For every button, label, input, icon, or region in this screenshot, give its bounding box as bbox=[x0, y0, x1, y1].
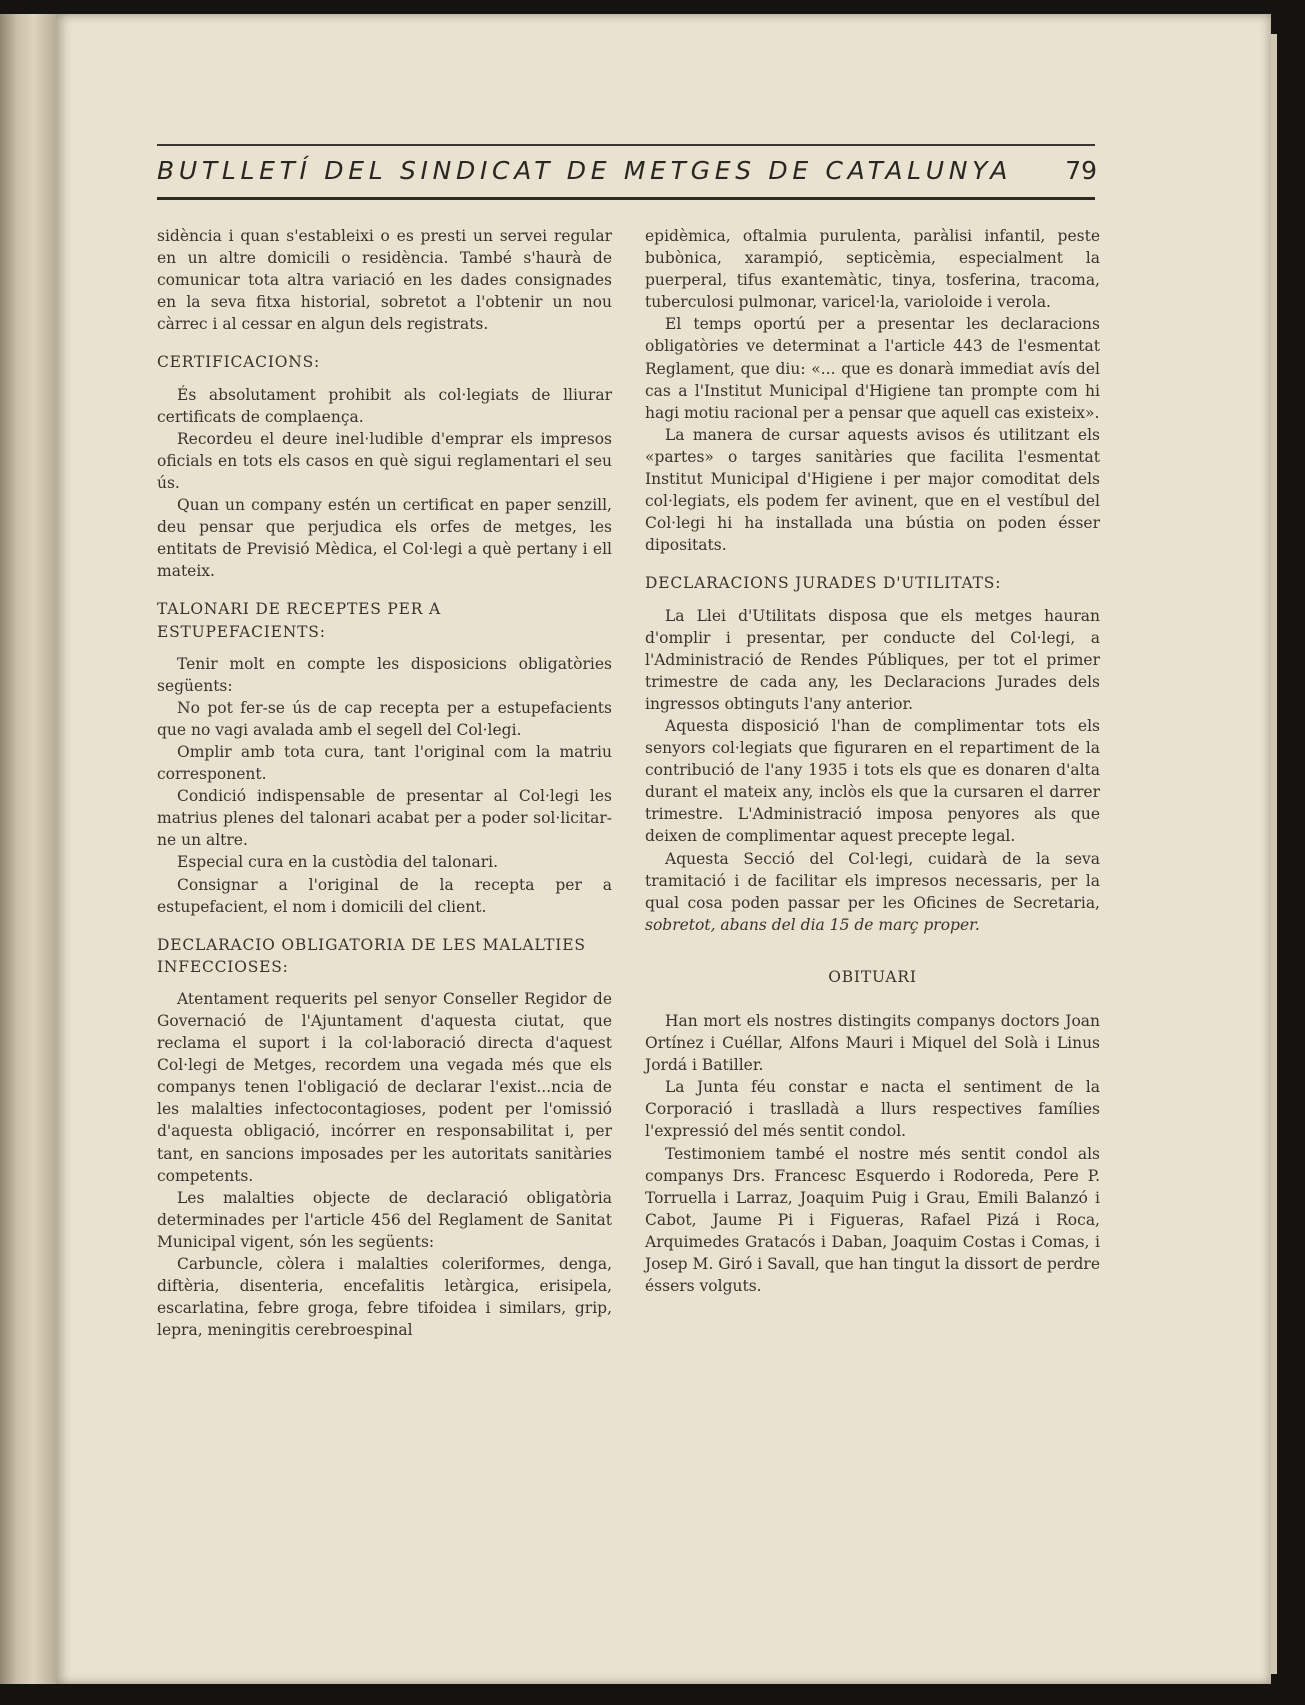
paragraph: La Junta féu constar e nacta el sentiment de la Corporació i traslladà a llurs respectives famílies l'expressió del més sentit condol. bbox=[645, 1078, 1100, 1141]
paragraph: La manera de cursar aquests avisos és utilitzant els «partes» o targes sanitàries que facilita l'esmentat Institut Municipal d'Higiene i per major comoditat dels col·legiats, els podem fer avinent, que en el vestíbul del Col·legi hi ha installada una bústia on poden ésser dipositats. bbox=[645, 425, 1100, 555]
paragraph: Les malalties objecte de declaració obligatòria determinades per l'article 456 del Reglament de Sanitat Municipal vigent, són les següents: bbox=[157, 1188, 612, 1251]
section-heading-obituari: OBITUARI bbox=[828, 967, 917, 986]
paragraph: Consignar a l'original de la recepta per a estupefacient, el nom i domicili del client. bbox=[157, 875, 612, 916]
paragraph: epidèmica, oftalmia purulenta, paràlisi infantil, peste bubònica, xarampió, septicèmia, especialment la puerperal, tifus exantemàtic, tinya, tosferina, tracoma, tuberculosi pulmonar, varicel·la, varioloide i verola. bbox=[645, 227, 1100, 312]
paragraph: La Llei d'Utilitats disposa que els metges hauran d'omplir i presentar, per conducte del Col·legi, a l'Administració de Rendes Públiques, per tot el primer trimestre de cada any, les Declaracions Jurades dels ingressos obtinguts l'any anterior. bbox=[645, 606, 1100, 713]
paragraph: Aquesta disposició l'han de complimentar tots els senyors col·legiats que figuraren en el repartiment de la contribució de l'any 1935 i tots els que es donaren d'alta durant el mateix any, inclòs els que la cursaren el darrer trimestre. L'Administració imposa penyores als que deixen de complimentar aquest precepte legal. bbox=[645, 716, 1100, 846]
page-number: 79 bbox=[1065, 156, 1097, 185]
paragraph: Quan un company estén un certificat en paper senzill, deu pensar que perjudica els orfes de metges, les entitats de Previsió Mèdica, el Col·legi a què pertany i ell mateix. bbox=[157, 496, 612, 581]
paragraph: sidència i quan s'estableixi o es presti un servei regular en un altre domicili o residència. També s'haurà de comunicar tota altra variació en les dades consignades en la seva fitxa historial, sobretot a l'obtenir un nou càrrec i al cessar en algun dels registrats. bbox=[157, 227, 612, 334]
paragraph bbox=[645, 848, 1100, 936]
previous-page-edge bbox=[0, 14, 58, 1684]
section-heading-talonari: TALONARI DE RECEPTES PER A ESTUPEFACIENTS: bbox=[157, 600, 441, 641]
emphasized-text: sobretot, abans del dia 15 de març proper. bbox=[645, 915, 980, 934]
paragraph: Carbuncle, còlera i malalties coleriformes, denga, diftèria, disenteria, encefalitis letàrgica, erisipela, escarlatina, febre groga, febre tifoidea i similars, grip, lepra, meningitis cerebroespinal bbox=[157, 1255, 612, 1340]
section-heading-declaracio: DECLARACIO OBLIGATORIA DE LES MALALTIES INFECCIOSES: bbox=[157, 935, 586, 976]
paragraph: Omplir amb tota cura, tant l'original com la matriu corresponent. bbox=[157, 742, 612, 784]
paragraph: És absolutament prohibit als col·legiats de lliurar certificats de complaença. bbox=[157, 385, 612, 426]
paragraph: Tenir molt en compte les disposicions obligatòries següents: bbox=[157, 654, 612, 695]
page-edge-right bbox=[1271, 34, 1277, 1674]
right-column bbox=[645, 225, 1100, 1297]
header-rule-top bbox=[157, 144, 1095, 146]
paragraph: Condició indispensable de presentar al Col·legi les matrius plenes del talonari acabat per a poder sol·licitar-ne un altre. bbox=[157, 787, 612, 850]
running-title: BUTLLETÍ DEL SINDICAT DE METGES DE CATALUNYA bbox=[157, 156, 1012, 185]
paragraph: Atentament requerits pel senyor Conseller Regidor de Governació de l'Ajuntament d'aquesta ciutat, que reclama el suport i la col·laboració directa d'aquest Col·legi de Metges, recordem una vegada més que els companys tenen l'obligació de declarar l'exist...ncia de les malalties infectocontagioses, podent per l'omissió d'aquesta obligació, incórrer en responsabilitat i, per tant, en sancions imposades per les autoritats sanitàries competents. bbox=[157, 989, 612, 1185]
paragraph: No pot fer-se ús de cap recepta per a estupefacients que no vagi avalada amb el segell del Col·legi. bbox=[157, 698, 612, 739]
paragraph-text: Aquesta Secció del Col·legi, cuidarà de la seva tramitació i de facilitar els impresos necessaris, per la qual cosa poden passar per les Oficines de Secretaria, bbox=[645, 849, 1100, 912]
section-heading-certificacions: CERTIFICACIONS: bbox=[157, 353, 321, 372]
header-rule-bottom bbox=[157, 197, 1095, 200]
section-heading-utilitats: DECLARACIONS JURADES D'UTILITATS: bbox=[645, 574, 1002, 593]
paragraph: Especial cura en la custòdia del talonari. bbox=[177, 853, 499, 872]
paragraph: Testimoniem també el nostre més sentit condol als companys Drs. Francesc Esquerdo i Rodoreda, Pere P. Torruella i Larraz, Joaquim Puig i Grau, Emili Balanzó i Cabot, Jaume Pi i Figueras, Rafael Pizá i Roca, Arquimedes Gratacós i Daban, Joaquim Costas i Comas, i Josep M. Giró i Savall, que han tingut la dissort de perdre éssers volguts. bbox=[645, 1144, 1100, 1296]
left-column bbox=[157, 225, 612, 1341]
paragraph: Recordeu el deure inel·ludible d'emprar els impresos oficials en tots els casos en què sigui reglamentari el seu ús. bbox=[157, 429, 612, 492]
paragraph: El temps oportú per a presentar les declaracions obligatòries ve determinat a l'article 443 de l'esmentat Reglament, que diu: «... que es donarà immediat avís del cas a l'Institut Municipal d'Higiene tan prompte com hi hagi motiu racional per a pensar que aquell cas existeix». bbox=[645, 315, 1100, 422]
paragraph: Han mort els nostres distingits companys doctors Joan Ortínez i Cuéllar, Alfons Mauri i Miquel del Solà i Linus Jordá i Batiller. bbox=[645, 1012, 1100, 1075]
